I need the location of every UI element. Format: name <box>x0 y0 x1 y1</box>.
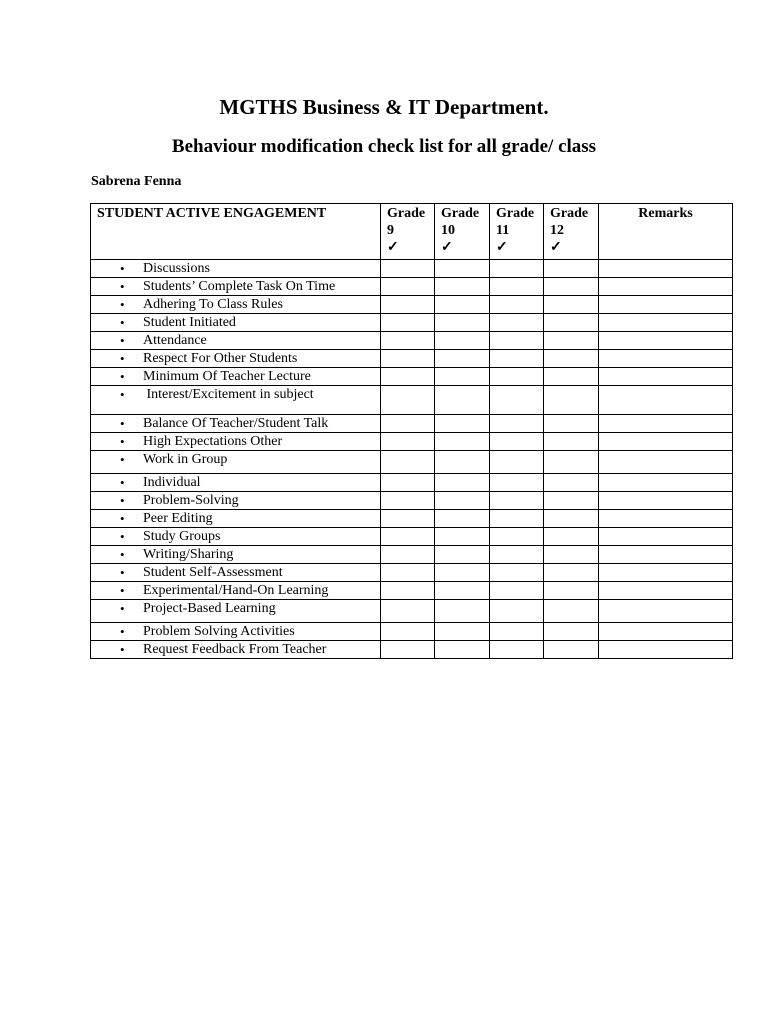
behaviour-item <box>91 528 381 546</box>
grade-12-cell[interactable] <box>544 314 599 332</box>
bullet-icon: • <box>120 511 125 526</box>
grade-11-cell[interactable] <box>490 528 544 546</box>
remarks-cell[interactable] <box>599 350 733 368</box>
grade-12-cell[interactable] <box>544 546 599 564</box>
behaviour-item <box>91 314 381 332</box>
grade-12-cell[interactable] <box>544 451 599 474</box>
table-row <box>91 641 733 659</box>
table-row <box>91 451 733 474</box>
grade-9-cell[interactable] <box>381 332 435 350</box>
grade-9-cell[interactable] <box>381 368 435 386</box>
grade-10-cell[interactable] <box>435 332 490 350</box>
behaviour-label: Request Feedback From Teacher <box>143 642 327 657</box>
remarks-cell[interactable] <box>599 332 733 350</box>
table-row <box>91 600 733 623</box>
grade-9-cell[interactable] <box>381 314 435 332</box>
bullet-icon: • <box>120 601 125 616</box>
grade-12-cell[interactable] <box>544 350 599 368</box>
table-row <box>91 386 733 415</box>
grade-11-cell[interactable] <box>490 641 544 659</box>
table-header-row <box>91 204 733 260</box>
grade-9-cell[interactable] <box>381 415 435 433</box>
remarks-cell[interactable] <box>599 386 733 415</box>
grade-9-cell[interactable] <box>381 451 435 474</box>
behaviour-item <box>91 641 381 659</box>
table-row <box>91 415 733 433</box>
behaviour-item <box>91 451 381 474</box>
bullet-icon: • <box>120 583 125 598</box>
grade-10-cell[interactable] <box>435 492 490 510</box>
grade-9-cell[interactable] <box>381 492 435 510</box>
section-header: STUDENT ACTIVE ENGAGEMENT <box>91 204 381 260</box>
grade-10-cell[interactable] <box>435 600 490 623</box>
remarks-cell[interactable] <box>599 564 733 582</box>
grade-10-cell[interactable] <box>435 510 490 528</box>
bullet-icon: • <box>120 547 125 562</box>
grade-10-cell[interactable] <box>435 278 490 296</box>
grade-12-cell[interactable] <box>544 332 599 350</box>
grade-12-cell[interactable] <box>544 278 599 296</box>
table-row <box>91 368 733 386</box>
behaviour-label: Minimum Of Teacher Lecture <box>143 369 311 384</box>
behaviour-label: Writing/Sharing <box>143 547 234 562</box>
behaviour-item <box>91 386 381 415</box>
grade-11-cell[interactable] <box>490 433 544 451</box>
grade-9-cell[interactable] <box>381 600 435 623</box>
behaviour-label: Interest/Excitement in subject <box>143 387 314 402</box>
remarks-cell[interactable] <box>599 641 733 659</box>
grade-11-cell[interactable] <box>490 415 544 433</box>
grade-number: 9 <box>387 223 394 238</box>
behaviour-item <box>91 564 381 582</box>
bullet-icon: • <box>120 493 125 508</box>
grade-12-cell[interactable] <box>544 510 599 528</box>
table-row <box>91 314 733 332</box>
grade-9-cell[interactable] <box>381 260 435 278</box>
behaviour-item <box>91 492 381 510</box>
behaviour-item <box>91 415 381 433</box>
bullet-icon: • <box>120 565 125 580</box>
grade-9-cell[interactable] <box>381 546 435 564</box>
bullet-icon: • <box>120 624 125 639</box>
behaviour-label: Study Groups <box>143 529 221 544</box>
grade-10-cell[interactable] <box>435 350 490 368</box>
grade-12-cell[interactable] <box>544 582 599 600</box>
behaviour-label: Peer Editing <box>143 511 213 526</box>
check-icon: ✓ <box>441 240 453 255</box>
behaviour-label: Balance Of Teacher/Student Talk <box>143 416 329 431</box>
remarks-cell[interactable] <box>599 492 733 510</box>
grade-12-cell[interactable] <box>544 623 599 641</box>
grade-number: 11 <box>496 223 510 238</box>
grade-11-cell[interactable] <box>490 582 544 600</box>
table-row <box>91 350 733 368</box>
grade-11-cell[interactable] <box>490 451 544 474</box>
grade-9-cell[interactable] <box>381 641 435 659</box>
bullet-icon: • <box>120 261 125 276</box>
bullet-icon: • <box>120 369 125 384</box>
grade-9-header <box>381 204 435 260</box>
grade-word: Grade <box>496 206 535 221</box>
grade-11-cell[interactable] <box>490 623 544 641</box>
grade-12-cell[interactable] <box>544 641 599 659</box>
remarks-cell[interactable] <box>599 368 733 386</box>
remarks-cell[interactable] <box>599 415 733 433</box>
grade-11-cell[interactable] <box>490 314 544 332</box>
bullet-icon: • <box>120 351 125 366</box>
grade-9-cell[interactable] <box>381 528 435 546</box>
grade-9-cell[interactable] <box>381 296 435 314</box>
table-row <box>91 528 733 546</box>
grade-10-cell[interactable] <box>435 546 490 564</box>
behaviour-item <box>91 474 381 492</box>
grade-11-cell[interactable] <box>490 350 544 368</box>
grade-9-cell[interactable] <box>381 623 435 641</box>
grade-11-cell[interactable] <box>490 564 544 582</box>
behaviour-item <box>91 623 381 641</box>
grade-12-cell[interactable] <box>544 260 599 278</box>
grade-9-cell[interactable] <box>381 474 435 492</box>
grade-10-cell[interactable] <box>435 623 490 641</box>
behaviour-item <box>91 546 381 564</box>
behaviour-label: Respect For Other Students <box>143 351 298 366</box>
document-subtitle: Behaviour modification check list for all grade/ class <box>171 136 597 157</box>
behaviour-item <box>91 332 381 350</box>
grade-11-cell[interactable] <box>490 600 544 623</box>
remarks-cell[interactable] <box>599 278 733 296</box>
grade-number: 12 <box>550 223 564 238</box>
remarks-cell[interactable] <box>599 546 733 564</box>
grade-10-cell[interactable] <box>435 564 490 582</box>
behaviour-label: Project-Based Learning <box>143 601 276 616</box>
bullet-icon: • <box>120 434 125 449</box>
check-icon: ✓ <box>496 240 508 255</box>
bullet-icon: • <box>120 315 125 330</box>
grade-10-cell[interactable] <box>435 386 490 415</box>
grade-10-cell[interactable] <box>435 415 490 433</box>
grade-12-cell[interactable] <box>544 386 599 415</box>
grade-9-cell[interactable] <box>381 433 435 451</box>
grade-11-cell[interactable] <box>490 474 544 492</box>
grade-9-cell[interactable] <box>381 350 435 368</box>
grade-word: Grade <box>387 206 426 221</box>
grade-10-cell[interactable] <box>435 296 490 314</box>
bullet-icon: • <box>120 279 125 294</box>
behaviour-item <box>91 260 381 278</box>
grade-12-cell[interactable] <box>544 492 599 510</box>
grade-number: 10 <box>441 223 455 238</box>
table-row <box>91 492 733 510</box>
grade-10-cell[interactable] <box>435 528 490 546</box>
grade-10-cell[interactable] <box>435 474 490 492</box>
behaviour-label: Problem Solving Activities <box>143 624 295 639</box>
document-title: MGTHS Business & IT Department. <box>219 95 549 119</box>
grade-10-cell[interactable] <box>435 314 490 332</box>
grade-10-cell[interactable] <box>435 260 490 278</box>
grade-9-cell[interactable] <box>381 510 435 528</box>
behaviour-item <box>91 510 381 528</box>
grade-11-cell[interactable] <box>490 546 544 564</box>
remarks-cell[interactable] <box>599 433 733 451</box>
behaviour-item <box>91 433 381 451</box>
bullet-icon: • <box>120 475 125 490</box>
grade-12-cell[interactable] <box>544 564 599 582</box>
grade-12-cell[interactable] <box>544 600 599 623</box>
grade-12-cell[interactable] <box>544 433 599 451</box>
remarks-cell[interactable] <box>599 296 733 314</box>
remarks-header: Remarks <box>599 204 733 260</box>
grade-11-cell[interactable] <box>490 260 544 278</box>
grade-10-cell[interactable] <box>435 433 490 451</box>
behaviour-label: Discussions <box>143 261 210 276</box>
behaviour-label: Work in Group <box>143 452 228 467</box>
bullet-icon: • <box>120 529 125 544</box>
behaviour-label: Student Self-Assessment <box>143 565 283 580</box>
grade-word: Grade <box>550 206 589 221</box>
bullet-icon: • <box>120 333 125 348</box>
grade-12-cell[interactable] <box>544 368 599 386</box>
grade-11-cell[interactable] <box>490 368 544 386</box>
table-row <box>91 510 733 528</box>
check-icon: ✓ <box>550 240 562 255</box>
behaviour-item <box>91 368 381 386</box>
behaviour-label: Attendance <box>143 333 207 348</box>
grade-11-cell[interactable] <box>490 386 544 415</box>
behaviour-label: Individual <box>143 475 201 490</box>
grade-11-cell[interactable] <box>490 332 544 350</box>
bullet-icon: • <box>120 387 125 402</box>
table-row <box>91 582 733 600</box>
behaviour-label: Student Initiated <box>143 315 236 330</box>
table-row <box>91 433 733 451</box>
grade-9-cell[interactable] <box>381 582 435 600</box>
grade-12-header <box>544 204 599 260</box>
remarks-cell[interactable] <box>599 582 733 600</box>
behaviour-label: High Expectations Other <box>143 434 283 449</box>
table-row <box>91 278 733 296</box>
checklist-body <box>91 260 733 659</box>
table-row <box>91 332 733 350</box>
behaviour-label: Experimental/Hand-On Learning <box>143 583 329 598</box>
check-icon: ✓ <box>387 240 399 255</box>
author-name: Sabrena Fenna <box>91 174 182 189</box>
grade-11-cell[interactable] <box>490 510 544 528</box>
behaviour-label: Adhering To Class Rules <box>143 297 283 312</box>
grade-11-cell[interactable] <box>490 296 544 314</box>
behaviour-item <box>91 296 381 314</box>
grade-12-cell[interactable] <box>544 474 599 492</box>
grade-9-cell[interactable] <box>381 564 435 582</box>
grade-10-header <box>435 204 490 260</box>
remarks-cell[interactable] <box>599 260 733 278</box>
table-row <box>91 623 733 641</box>
remarks-cell[interactable] <box>599 600 733 623</box>
behaviour-item <box>91 600 381 623</box>
grade-12-cell[interactable] <box>544 296 599 314</box>
remarks-cell[interactable] <box>599 528 733 546</box>
grade-11-cell[interactable] <box>490 278 544 296</box>
table-row <box>91 546 733 564</box>
behaviour-label: Problem-Solving <box>143 493 239 508</box>
remarks-cell[interactable] <box>599 451 733 474</box>
table-row <box>91 296 733 314</box>
remarks-cell[interactable] <box>599 510 733 528</box>
behaviour-item <box>91 582 381 600</box>
behaviour-item <box>91 350 381 368</box>
remarks-cell[interactable] <box>599 623 733 641</box>
bullet-icon: • <box>120 642 125 657</box>
table-row <box>91 474 733 492</box>
behaviour-item <box>91 278 381 296</box>
checklist-table <box>90 203 733 659</box>
bullet-icon: • <box>120 452 125 467</box>
grade-12-cell[interactable] <box>544 415 599 433</box>
grade-9-cell[interactable] <box>381 278 435 296</box>
grade-10-cell[interactable] <box>435 641 490 659</box>
grade-12-cell[interactable] <box>544 528 599 546</box>
grade-10-cell[interactable] <box>435 451 490 474</box>
behaviour-label: Students’ Complete Task On Time <box>143 279 336 294</box>
grade-11-cell[interactable] <box>490 492 544 510</box>
grade-word: Grade <box>441 206 480 221</box>
remarks-cell[interactable] <box>599 314 733 332</box>
bullet-icon: • <box>120 416 125 431</box>
grade-11-header <box>490 204 544 260</box>
grade-10-cell[interactable] <box>435 368 490 386</box>
remarks-cell[interactable] <box>599 474 733 492</box>
bullet-icon: • <box>120 297 125 312</box>
table-row <box>91 564 733 582</box>
grade-10-cell[interactable] <box>435 582 490 600</box>
table-row <box>91 260 733 278</box>
grade-9-cell[interactable] <box>381 386 435 415</box>
